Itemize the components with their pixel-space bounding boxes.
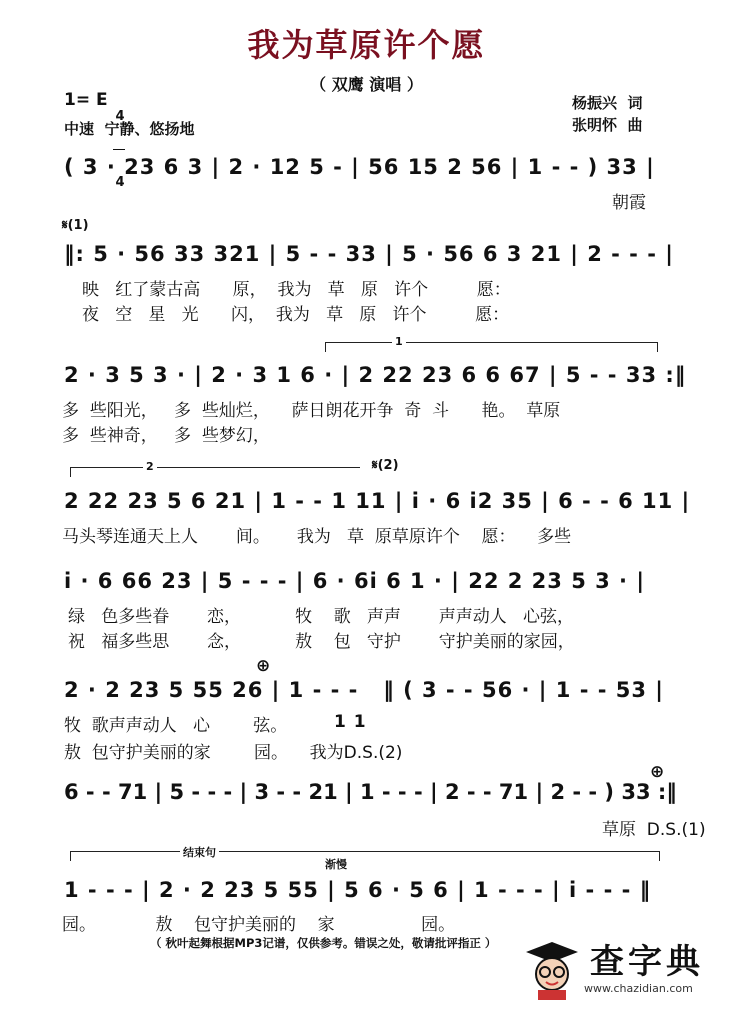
lyric-row-3-verse-1: 多 些阳光， 多 些灿烂， 萨日朗花开争 奇 斗 艳。 草原: [62, 401, 561, 421]
notation-row-1: ( 3 · 23 6 3 | 2 · 12 5 - | 56 15 2 56 | 1 - - ) 33 |: [64, 155, 655, 179]
watermark-logo: [520, 930, 720, 1002]
lyric-row-1: 朝霞: [612, 193, 646, 213]
notation-row-3: 2 · 3 5 3 · | 2 · 3 1 6 · | 2 22 23 6 6 67 | 5 - - 33 :‖: [64, 363, 687, 387]
notation-row-8: 1 - - - | 2 · 2 23 5 55 | 5 6 · 5 6 | 1 - - - | i - - - ‖: [64, 878, 652, 902]
lyric-row-8: 园。 敖 包守护美丽的 家 园。: [62, 915, 456, 935]
lyric-row-3-verse-2: 多 些神奇， 多 些梦幻，: [62, 426, 270, 446]
lyric-row-5-verse-2: 祝 福多些思 念， 敖 包 守护 守护美丽的家园，: [68, 632, 575, 652]
coda-sign-2: ⊕: [650, 762, 665, 782]
volta-1-bracket: [325, 342, 658, 343]
ending-tick-left: [70, 851, 71, 861]
ritardando-label: 渐慢: [322, 856, 350, 872]
time-signature-top: 4: [115, 109, 125, 124]
lyricist-credit: 杨振兴 词: [572, 94, 643, 112]
ending-bracket: [70, 851, 660, 852]
tempo-marking: 中速 宁静、悠扬地: [64, 120, 195, 138]
segno-2: 𝄋(2): [372, 458, 399, 473]
volta-1-tick-right: [657, 342, 658, 352]
mascot-icon: [520, 930, 584, 1002]
segno-1: 𝄋(1): [62, 218, 89, 233]
lyric-row-4: 马头琴连通天上人 间。 我为 草 原草原许个 愿： 多些: [62, 527, 572, 547]
lyric-row-5-verse-1: 绿 色多些眷 恋， 牧 歌 声声 声声动人 心弦，: [68, 607, 574, 627]
coda-sign-1: ⊕: [256, 656, 271, 676]
key-signature: 1= E: [64, 90, 108, 110]
lyric-row-7: 草原 D.S.(1): [602, 820, 706, 840]
volta-2-bracket: [70, 467, 360, 468]
notation-row-4: 2 22 23 5 6 21 | 1 - - 1 11 | i · 6 i2 35 | 6 - - 6 11 |: [64, 489, 691, 513]
lyric-row-6-verse-2: 敖 包守护美丽的家 园。 我为D.S.(2): [64, 743, 403, 763]
pickup-notes: 1 1: [334, 712, 367, 732]
ending-tick-right: [659, 851, 660, 861]
time-signature-bottom: 4: [115, 175, 125, 190]
song-title: 我为草原许个愿: [247, 26, 486, 64]
time-signature-line: [113, 149, 125, 150]
lyric-row-2-verse-1: 映 红了蒙古高 原， 我为 草 原 许个 愿：: [82, 280, 511, 300]
volta-1-tick-left: [325, 342, 326, 352]
transcription-note: （ 秋叶起舞根据MP3记谱，仅供参考。错误之处，敬请批评指正 ）: [150, 936, 497, 950]
brand-url: www.chazidian.com: [584, 982, 693, 995]
composer-credit: 张明怀 曲: [572, 116, 643, 134]
notation-row-7: 6 - - 71 | 5 - - - | 3 - - 21 | 1 - - - | 2 - - 71 | 2 - - ) 33 :‖: [64, 780, 677, 804]
notation-row-5: i · 6 66 23 | 5 - - - | 6 · 6i 6 1 · | 22 2 23 5 3 · |: [64, 569, 645, 593]
volta-1-label: 1: [392, 335, 406, 348]
volta-2-tick-left: [70, 467, 71, 477]
time-signature: [113, 84, 127, 202]
lyric-row-6-verse-1: 牧 歌声声动人 心 弦。: [64, 716, 288, 736]
brand-name: 查字典: [590, 942, 704, 982]
volta-2-label: 2: [143, 460, 157, 473]
singer-credit: （ 双鹰 演唱 ）: [310, 75, 423, 94]
ending-label: 结束句: [180, 844, 219, 860]
notation-row-2: ‖: 5 · 56 33 321 | 5 - - 33 | 5 · 56 6 3 21 | 2 - - - |: [64, 242, 674, 266]
notation-row-6: 2 · 2 23 5 55 26 | 1 - - - ‖ ( 3 - - 56 · | 1 - - 53 |: [64, 678, 664, 702]
lyric-row-2-verse-2: 夜 空 星 光 闪， 我为 草 原 许个 愿：: [82, 305, 510, 325]
